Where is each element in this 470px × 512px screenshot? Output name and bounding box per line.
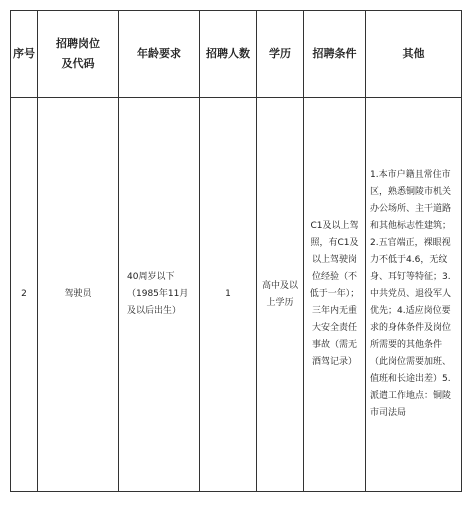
header-age: 年龄要求: [119, 11, 200, 98]
cell-education: 高中及以上学历: [257, 98, 304, 492]
header-other: 其他: [366, 11, 462, 98]
cell-conditions: C1及以上驾照，有C1及以上驾驶岗位经验（不低于一年）；三年内无重大安全责任事故（需无酒驾记录）: [304, 98, 366, 492]
cell-other: 1.本市户籍且常住市区，熟悉铜陵市机关办公场所、主干道路和其他标志性建筑；2.五官端正，裸眼视力不低于4.6，无纹身、耳钉等特征；3.中共党员、退役军人优先；4.适应岗位要求的身体条件及岗位所需要的其他条件（此岗位需要加班、值班和长途出差）5.派遣工作地点：铜陵市司法局: [366, 98, 462, 492]
header-seq: 序号: [11, 11, 38, 98]
cell-seq: 2: [11, 98, 38, 492]
header-position: [38, 11, 119, 98]
header-count: 招聘人数: [200, 11, 257, 98]
cell-age: 40周岁以下（1985年11月及以后出生）: [119, 98, 200, 492]
header-position-label: 招聘岗位及代码: [56, 37, 100, 70]
cell-position: 驾驶员: [38, 98, 119, 492]
recruitment-table: [10, 10, 462, 492]
header-conditions: 招聘条件: [304, 11, 366, 98]
cell-count: 1: [200, 98, 257, 492]
header-education: 学历: [257, 11, 304, 98]
table-row: [11, 98, 462, 492]
header-row: [11, 11, 462, 98]
